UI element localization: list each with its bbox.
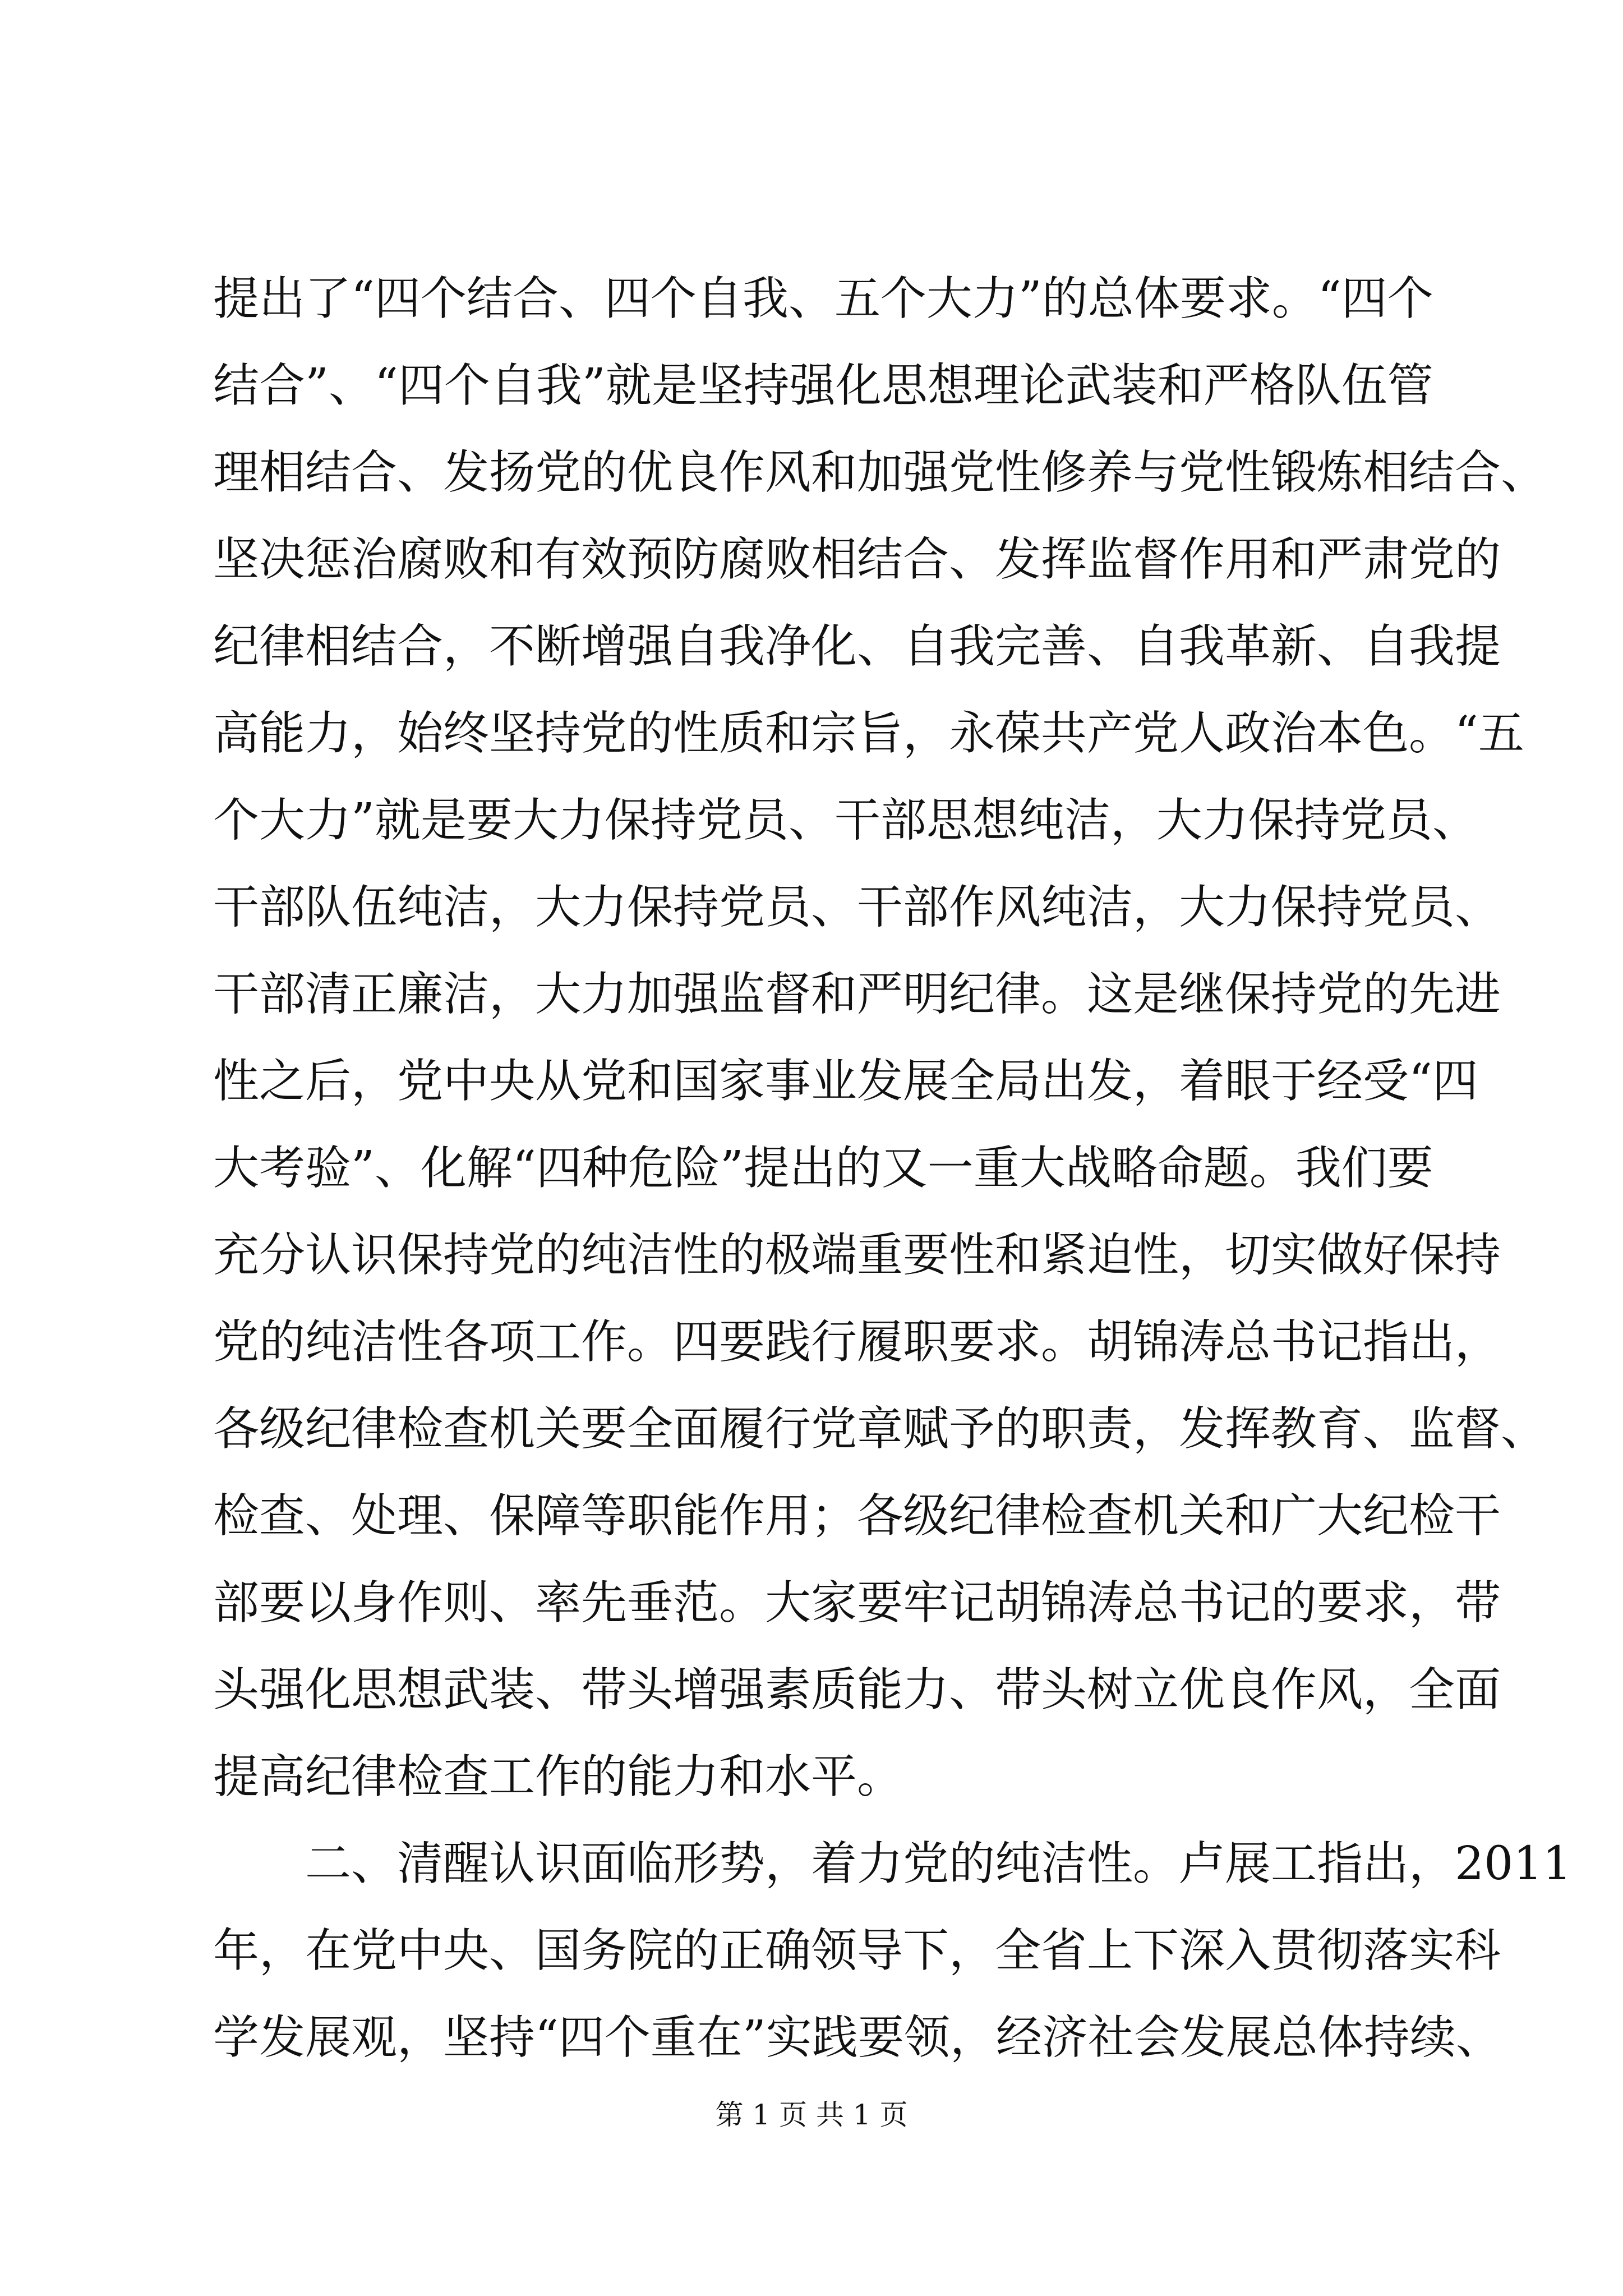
text-line: 结合”、“四个自我”就是坚持强化思想理论武装和严格队伍管: [213, 359, 1433, 412]
text-line: 纪律相结合，不断增强自我净化、自我完善、自我革新、自我提: [213, 620, 1501, 673]
page-number-footer: 第 1 页 共 1 页: [715, 2099, 908, 2131]
text-line: 党的纯洁性各项工作。四要践行履职要求。胡锦涛总书记指出，: [213, 1315, 1501, 1369]
text-line: 大考验”、化解“四种危险”提出的又一重大战略命题。我们要: [213, 1142, 1433, 1195]
text-line: 检查、处理、保障等职能作用；各级纪律检查机关和广大纪检干: [213, 1489, 1501, 1543]
text-line: 理相结合、发扬党的优良作风和加强党性修养与党性锻炼相结合、: [213, 446, 1547, 499]
text-line: 提高纪律检查工作的能力和水平。: [213, 1750, 903, 1803]
text-line: 高能力，始终坚持党的性质和宗旨，永葆共产党人政治本色。“五: [213, 707, 1524, 760]
section-heading-line: 二、清醒认识面临形势，着力党的纯洁性。卢展工指出，2011: [305, 1837, 1572, 1890]
text-line: 个大力”就是要大力保持党员、干部思想纯洁，大力保持党员、: [213, 794, 1478, 847]
text-line: 各级纪律检查机关要全面履行党章赋予的职责，发挥教育、监督、: [213, 1402, 1547, 1456]
text-line: 干部清正廉洁，大力加强监督和严明纪律。这是继保持党的先进: [213, 968, 1501, 1021]
text-line: 性之后，党中央从党和国家事业发展全局出发，着眼于经受“四: [213, 1055, 1478, 1108]
text-line: 年，在党中央、国务院的正确领导下，全省上下深入贯彻落实科: [213, 1924, 1501, 1977]
document-body: [213, 255, 1572, 2081]
text-line: 干部队伍纯洁，大力保持党员、干部作风纯洁，大力保持党员、: [213, 881, 1501, 934]
text-line: 学发展观，坚持“四个重在”实践要领，经济社会发展总体持续、: [213, 2011, 1502, 2064]
text-line: 头强化思想武装、带头增强素质能力、带头树立优良作风，全面: [213, 1663, 1501, 1717]
text-line: 提出了“四个结合、四个自我、五个大力”的总体要求。“四个: [213, 272, 1433, 325]
text-line: 充分认识保持党的纯洁性的极端重要性和紧迫性，切实做好保持: [213, 1228, 1501, 1282]
text-line: 坚决惩治腐败和有效预防腐败相结合、发挥监督作用和严肃党的: [213, 533, 1501, 586]
text-line: 部要以身作则、率先垂范。大家要牢记胡锦涛总书记的要求，带: [213, 1576, 1501, 1630]
